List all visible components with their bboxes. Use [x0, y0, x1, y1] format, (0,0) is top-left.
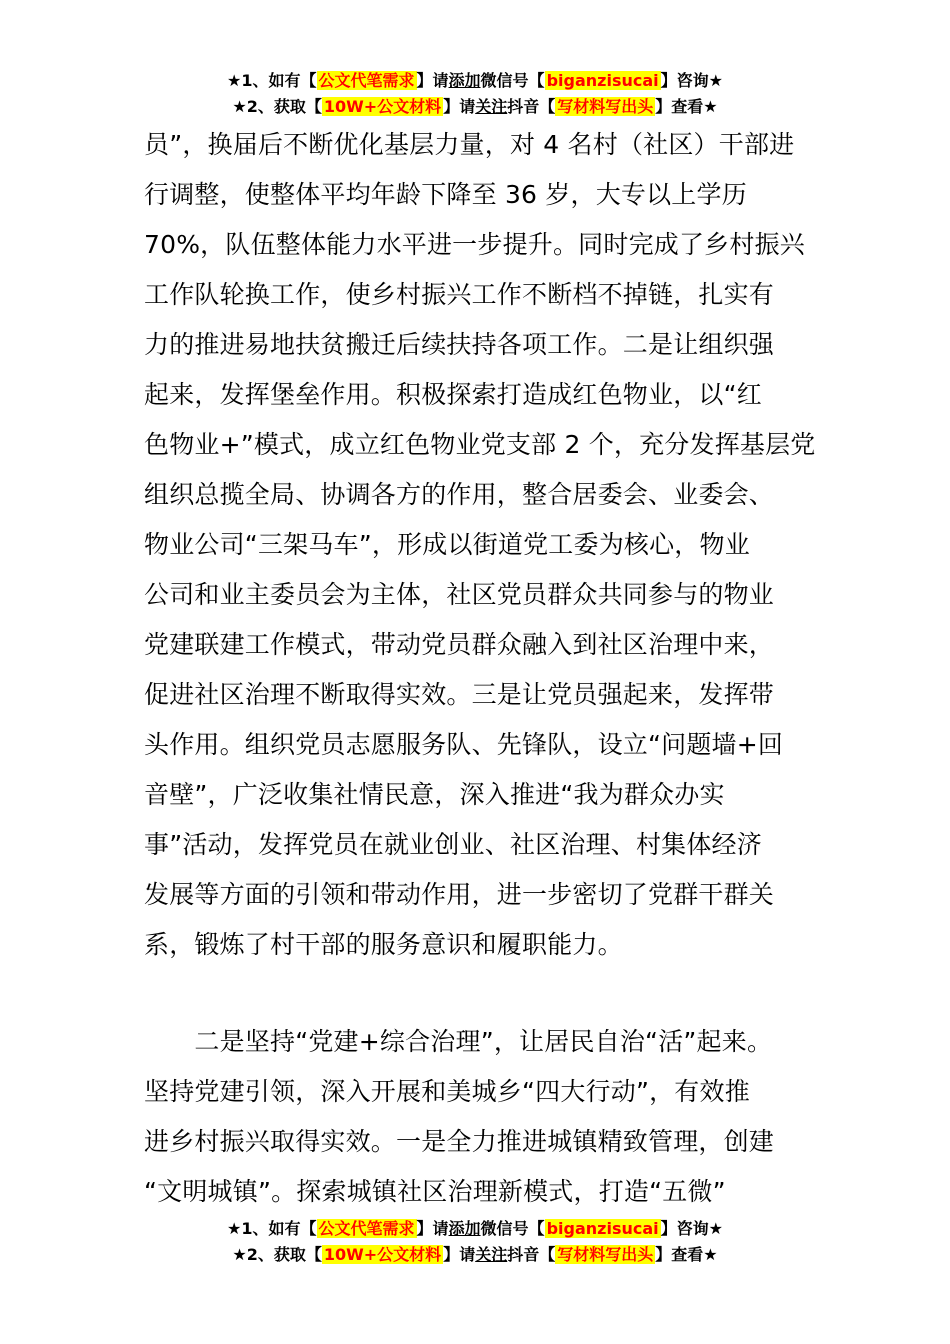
- text-line: 头作用。组织党员志愿服务队、先锋队，设立“问题墙+回: [144, 730, 784, 759]
- text-line: 坚持党建引领，深入开展和美城乡“四大行动”，有效推: [144, 1077, 750, 1106]
- banner-text: 】请: [416, 1219, 449, 1238]
- banner-highlight: 公文代笔需求: [318, 71, 415, 90]
- banner-highlight: 10W+公文材料: [323, 1245, 442, 1264]
- text-line: 70%，队伍整体能力水平进一步提升。同时完成了乡村振兴: [144, 230, 805, 259]
- banner-highlight: 公文代笔需求: [318, 1219, 415, 1238]
- text-line: “文明城镇”。探索城镇社区治理新模式，打造“五微”: [144, 1177, 726, 1206]
- banner-highlight: 写材料写出头: [557, 97, 654, 116]
- banner-highlight: 10W+公文材料: [323, 97, 442, 116]
- body-paragraph-2: [144, 1017, 824, 1217]
- text-line: 力的推进易地扶贫搬迁后续扶持各项工作。二是让组织强: [144, 330, 775, 359]
- text-line: 促进社区治理不断取得实效。三是让党员强起来，发挥带: [144, 680, 775, 709]
- text-line: 发展等方面的引领和带动作用，进一步密切了党群干群关: [144, 880, 775, 909]
- text-line: 工作队轮换工作，使乡村振兴工作不断档不掉链，扎实有: [144, 280, 775, 309]
- banner-text: ★2、获取【: [232, 1245, 322, 1264]
- footer-banner: [0, 1216, 950, 1268]
- banner-text: 】查看★: [655, 97, 718, 116]
- body-paragraph-1: [144, 120, 824, 970]
- text-line: 起来，发挥堡垒作用。积极探索打造成红色物业，以“红: [144, 380, 762, 409]
- text-line: 色物业+”模式，成立红色物业党支部 2 个，充分发挥基层党: [144, 430, 816, 459]
- banner-text: 】咨询★: [660, 1219, 723, 1238]
- banner-text: 抖音【: [507, 97, 556, 116]
- banner-text: 】请: [416, 71, 449, 90]
- banner-underlined: 添加: [448, 1219, 481, 1238]
- banner-text: 】查看★: [655, 1245, 718, 1264]
- banner-line-1: [0, 68, 950, 94]
- banner-underlined: 关注: [475, 97, 508, 116]
- text-line: 公司和业主委员会为主体，社区党员群众共同参与的物业: [144, 580, 775, 609]
- banner-text: 】请: [443, 1245, 476, 1264]
- text-line: 组织总揽全局、协调各方的作用，整合居委会、业委会、: [144, 480, 775, 509]
- header-banner: [0, 68, 950, 120]
- banner-text: 】咨询★: [660, 71, 723, 90]
- text-line: 物业公司“三架马车”，形成以街道党工委为核心，物业: [144, 530, 750, 559]
- banner-text: 微信号【: [480, 1219, 545, 1238]
- text-line: 行调整，使整体平均年龄下降至 36 岁，大专以上学历: [144, 180, 747, 209]
- banner-line-2: [0, 1242, 950, 1268]
- banner-text: ★1、如有【: [227, 71, 317, 90]
- banner-text: ★1、如有【: [227, 1219, 317, 1238]
- banner-line-1: [0, 1216, 950, 1242]
- banner-highlight: 写材料写出头: [557, 1245, 654, 1264]
- text-line: 党建联建工作模式，带动党员群众融入到社区治理中来，: [144, 630, 775, 659]
- text-line: 二是坚持“党建+综合治理”，让居民自治“活”起来。: [144, 1027, 773, 1056]
- banner-line-2: [0, 94, 950, 120]
- banner-underlined: 添加: [448, 71, 481, 90]
- banner-underlined: 关注: [475, 1245, 508, 1264]
- banner-text: 】请: [443, 97, 476, 116]
- banner-text: ★2、获取【: [232, 97, 322, 116]
- banner-text: 微信号【: [480, 71, 545, 90]
- text-line: 事”活动，发挥党员在就业创业、社区治理、村集体经济: [144, 830, 762, 859]
- text-line: 音壁”，广泛收集社情民意，深入推进“我为群众办实: [144, 780, 725, 809]
- banner-text: 抖音【: [507, 1245, 556, 1264]
- text-line: 进乡村振兴取得实效。一是全力推进城镇精致管理，创建: [144, 1127, 775, 1156]
- banner-highlight: biganzisucai: [546, 1219, 659, 1238]
- banner-highlight: biganzisucai: [546, 71, 659, 90]
- text-line: 员”，换届后不断优化基层力量，对 4 名村（社区）干部进: [144, 130, 795, 159]
- text-line: 系，锻炼了村干部的服务意识和履职能力。: [144, 930, 623, 959]
